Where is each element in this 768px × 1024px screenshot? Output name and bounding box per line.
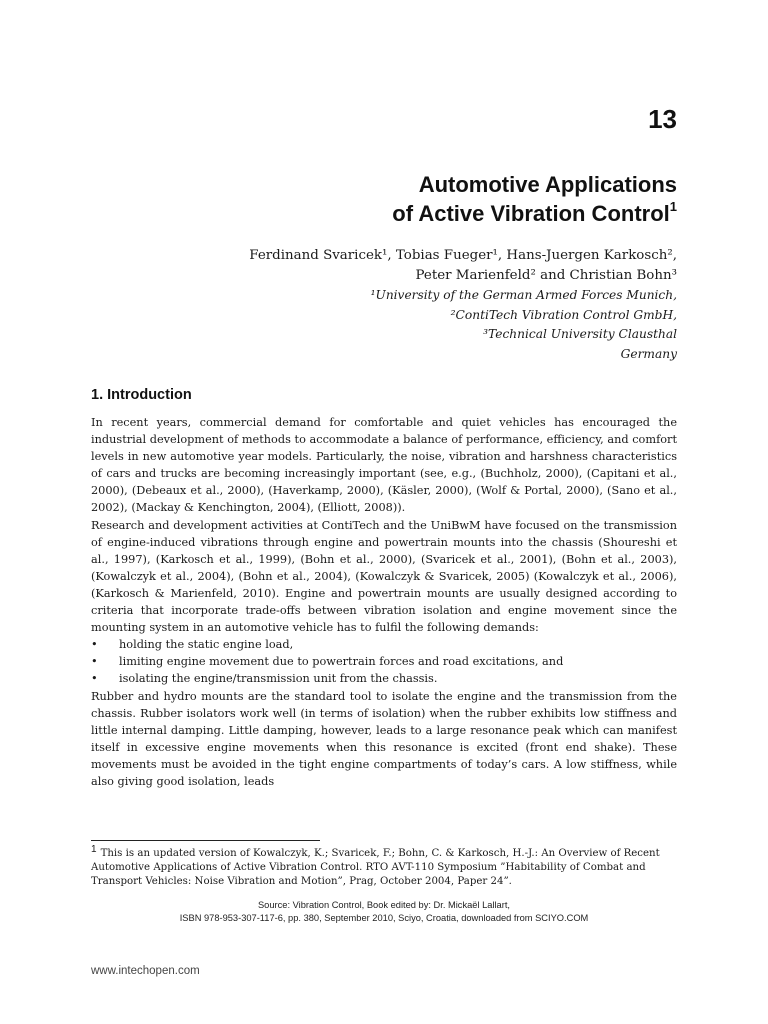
chapter-title-line-1: Automotive Applications — [418, 172, 677, 197]
demands-list — [91, 636, 677, 687]
affiliation-3: ³Technical University Clausthal — [483, 327, 677, 341]
list-item-text: holding the static engine load, — [119, 638, 294, 652]
chapter-title-line-2 — [392, 199, 677, 228]
title-footnote-mark: 1 — [669, 199, 677, 214]
footnote — [91, 844, 681, 889]
list-item-text: isolating the engine/transmission unit from the chassis. — [119, 672, 438, 686]
affiliation-1: ¹University of the German Armed Forces Munich, — [370, 288, 677, 302]
affiliation-list — [77, 286, 677, 364]
bullet-icon: • — [91, 655, 98, 669]
body-text — [91, 414, 677, 790]
author-list — [77, 246, 677, 286]
source-credit — [91, 899, 677, 924]
paragraph-2: Research and development activities at ContiTech and the UniBwM have focused on the transmission of engine-induced vibrations through engine and powertrain mounts into the chassis (Shoureshi et al., 1997), (Karkosch et al., 1999), (Bohn et al., 2000), (Svaricek et al., 2001), (Bohn et al., 2003), (Kowalczyk et al., 2004), (Bohn et al., 2004), (Kowalczyk & Svaricek, 2005) (Kowalczyk et al., 2006), (Karkosch & Marienfeld, 2010). Engine and powertrain mounts are usually designed according to criteria that incorporate trade-offs between vibration isolation and engine movement since the mounting system in an automotive vehicle has to fulfil the following demands: — [91, 518, 677, 635]
author-line-2: Peter Marienfeld² and Christian Bohn³ — [415, 268, 677, 283]
source-line-2: ISBN 978-953-307-117-6, pp. 380, September 2010, Sciyo, Croatia, downloaded from SCIYO.COM — [179, 912, 589, 923]
website-url: www.intechopen.com — [91, 965, 200, 977]
footnote-mark: 1 — [91, 844, 97, 855]
list-item — [91, 670, 677, 687]
list-item — [91, 636, 677, 653]
affiliation-2: ²ContiTech Vibration Control GmbH, — [450, 307, 677, 322]
chapter-title — [392, 170, 677, 228]
chapter-title-line-2-text: of Active Vibration Control — [392, 201, 670, 226]
paragraph-1: In recent years, commercial demand for comfortable and quiet vehicles has encouraged the industrial development of methods to accommodate a balance of performance, efficiency, and comfort levels in new automotive year models. Particularly, the noise, vibration and harshness characteristics of cars and trucks are becoming increasingly important (see, e.g., (Buchholz, 2000), (Capitani et al., 2000), (Debeaux et al., 2000), (Haverkamp, 2000), (Käsler, 2000), (Wolf & Portal, 2000), (Sano et al., 2002), (Mackay & Kenchington, 2004), (Elliott, 2008)). — [91, 416, 677, 515]
author-line-1: Ferdinand Svaricek¹, Tobias Fueger¹, Hans-Juergen Karkosch², — [249, 248, 677, 263]
affiliation-country: Germany — [620, 346, 677, 361]
bullet-icon: • — [91, 638, 98, 652]
paragraph-3: Rubber and hydro mounts are the standard tool to isolate the engine and the transmission from the chassis. Rubber isolators work well (in terms of isolation) when the rubber exhibits low stiffness and little internal damping. Little damping, however, leads to a large resonance peak which can manifest itself in excessive engine movements when this resonance is excited (front end shake). These movements must be avoided in the tight engine compartments of today’s cars. A low stiffness, while also giving good isolation, leads — [91, 689, 677, 788]
footnote-text: This is an updated version of Kowalczyk, K.; Svaricek, F.; Bohn, C. & Karkosch, H.-J.: An Overview of Recent Automotive Applications of Active Vibration Control. RTO AVT-110 Symposium ”Habitability of Combat and Transport Vehicles: Noise Vibration and Motion”, Prag, October 2004, Paper 24”. — [91, 848, 660, 887]
list-item — [91, 653, 677, 670]
list-item-text: limiting engine movement due to powertrain forces and road excitations, and — [119, 655, 564, 669]
source-line-1: Source: Vibration Control, Book edited by: Dr. Mickaël Lallart, — [257, 900, 510, 910]
bullet-icon: • — [91, 672, 98, 686]
section-heading: 1. Introduction — [91, 387, 192, 403]
chapter-number: 13 — [648, 104, 677, 134]
footnote-rule — [91, 840, 320, 841]
